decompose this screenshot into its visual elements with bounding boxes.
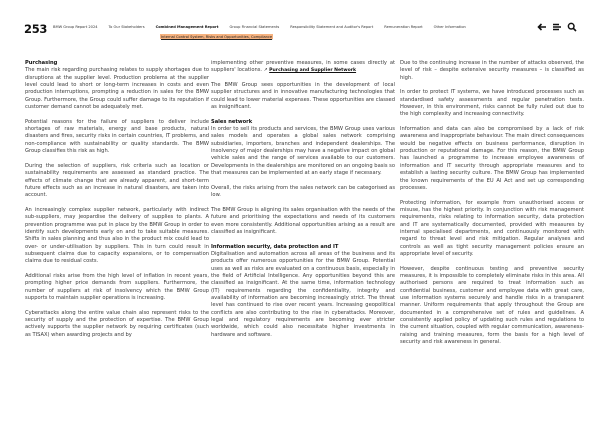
nav-remuneration[interactable]: Remuneration Report	[384, 25, 423, 29]
paragraph: In order to protect IT systems, we have introduced processes such as standardised safety assessments and regular penetration tests. However, in this environment, risks cannot be fully ruled out due to the high complexity and increasing connectivity.	[400, 89, 584, 118]
nav-other-information[interactable]: Other Information	[433, 25, 466, 29]
paragraph: Information and data can also be compromised by a lack of risk awareness and inappropriate behaviour. The main direct consequences would be negative effects on business performance, disruption in production or reputational damage. For this reason, the BMW Group has launched a programme to increase employee awareness of information and IT security through appropriate measures and to establish a lasting security culture. The BMW Group has implemented the known requirements of the EU AI Act and set up corresponding processes.	[400, 126, 584, 191]
paragraph: An increasingly complex supplier network, particularly with indirect sub-suppliers, may jeopardise the delivery of supplies to plants. A prevention programme was put in place by the BMW Group in order to identify such developments early on and to take suitable measures. Shifts in sales planning and thus also in the product mix could lead to over- or under-utilisation by suppliers. This in turn could result in subsequent claims due to capacity expansions, or to compensation claims due to residual costs.	[25, 206, 209, 265]
external-link-arrow-icon: ↗	[263, 68, 268, 74]
column-3	[400, 60, 584, 354]
paragraph: The BMW Group is aligning its sales organisation with the needs of the future and prioritising the expectations and needs of its customers even more consistently. Additional opportunities arising as a result are classified as insignificant.	[211, 206, 395, 235]
nav-management-report[interactable]: Combined Management Report	[155, 25, 219, 29]
nav-stakeholders[interactable]: To Our Stakeholders	[108, 25, 145, 29]
paragraph: In order to sell its products and services, the BMW Group uses various sales models and operates a global sales network comprising subsidiaries, importers, branches and independent dealerships. The insolvency of major dealerships may have a negative impact on global vehicle sales and the range of services available to our customers. Developments in the dealerships are monitored on an ongoing basis so that measures can be implemented at an early stage if necessary.	[211, 126, 395, 177]
paragraph-text: implementing other preventive measures, in some cases directly at suppliers' locations.	[211, 60, 395, 74]
page-header	[0, 0, 600, 44]
purchasing-supplier-network-link[interactable]: Purchasing and Supplier Network	[269, 68, 357, 74]
top-nav	[53, 25, 477, 29]
paragraph: However, despite continuous testing and preventive security measures, it is impossible to completely eliminate risks in this area. All authorised persons are required to treat information such as confidential business, customer and employee data with great care, use information systems securely and handle risks in a transparent manner. Uniform requirements that apply throughout the Group are documented in a comprehensive set of rules and guidelines. A consistently applied policy of updating such rules and regulations to the current situation, coupled with regular communication, awareness-raising and training measures, form the basis for a high level of security and risk awareness in general.	[400, 265, 584, 346]
paragraph: During the selection of suppliers, risk criteria such as location or sustainability requirements are assessed as standard practice. The effects of climate change that are already apparent, and short-term future effects such as an increase in natural disasters, are taken into account.	[25, 162, 209, 199]
search-icon[interactable]	[567, 22, 577, 32]
paragraph-with-link	[211, 60, 395, 75]
paragraph: Potential reasons for the failure of suppliers to deliver include shortages of raw materials, energy and base products, natural disasters and fires, security risks in certain countries, IT problems, and non-compliance with sustainability or quality standards. The BMW Group classifies this risk as high.	[25, 118, 209, 155]
contents-menu-icon[interactable]	[552, 22, 562, 32]
nav-report[interactable]: BMW Group Report 2024	[53, 25, 98, 29]
heading-purchasing: Purchasing	[25, 60, 58, 66]
nav-responsibility[interactable]: Responsibility Statement and Auditor's Report	[290, 25, 374, 29]
paragraph: Due to the continuing increase in the number of attacks observed, the level of risk – despite extensive security measures – is classified as high.	[400, 60, 584, 81]
back-arrow-icon[interactable]	[537, 22, 547, 32]
column-2	[211, 60, 395, 346]
paragraph: Additional risks arise from the high level of inflation in recent years, prompting higher price demands from suppliers. Furthermore, the number of suppliers at risk of insolvency which the BMW Group supports to maintain supplier operations is increasing.	[25, 272, 209, 301]
paragraph: Protecting information, for example from unauthorised access or misuse, has the highest priority. In conjunction with risk management requirements, risks relating to information security, data protection and IT are systematically documented, provided with measures by internal specialised departments, and continuously monitored with regard to threat level and risk mitigation. Regular analyses and controls as well as tight security management policies ensure an appropriate level of security.	[400, 199, 584, 257]
paragraph: Overall, the risks arising from the sales network can be categorised as low.	[211, 184, 395, 199]
nav-financial-statements[interactable]: Group Financial Statements	[229, 25, 280, 29]
heading-information-security: Information security, data protection and IT	[211, 243, 339, 250]
page-number: 253	[24, 22, 48, 36]
paragraph: Cyberattacks along the entire value chain also represent risks to the security of supply and the protection of expertise. The BMW Group actively supports the supplier network by requiring certificates (such as TISAX) when awarding projects and by	[25, 309, 209, 338]
toolbar-icons	[537, 22, 582, 32]
paragraph: The BMW Group sees opportunities in the development of local supplier structures and in innovative manufacturing technologies that could lead to lower material expenses. These opportunities are classed as insignificant.	[211, 82, 395, 111]
paragraph: Digitalisation and automation across all areas of the business and its products offer numerous opportunities for the BMW Group. Potential uses as well as risks are evaluated on a continuous basis, especially in the field of Artificial Intelligence. Any opportunities beyond this are classified as insignificant. At the same time, information technology (IT) requirements regarding the confidentiality, integrity and availability of information are becoming increasingly strict. The threat level has continued to rise over recent years. Increasing geopolitical conflicts are also contributing to the rise in cyberattacks. Moreover, legal and regulatory requirements are becoming ever stricter worldwide, which could also necessitate higher investments in hardware and software.	[211, 250, 395, 338]
heading-sales-network: Sales network	[211, 118, 253, 125]
paragraph: The main risk regarding purchasing relates to supply shortages due to disruptions at the supplier level. Production problems at the supplier level could lead to short or long-term increases in costs and even production interruptions, prompting a reduction in sales for the BMW Group. Furthermore, the Group could suffer damage to its reputation if customer demand cannot be adequately met.	[25, 67, 209, 111]
column-1	[25, 60, 209, 346]
subnav-current-section[interactable]: Internal Control System, Risks and Opportunities, Compliance	[161, 34, 273, 39]
